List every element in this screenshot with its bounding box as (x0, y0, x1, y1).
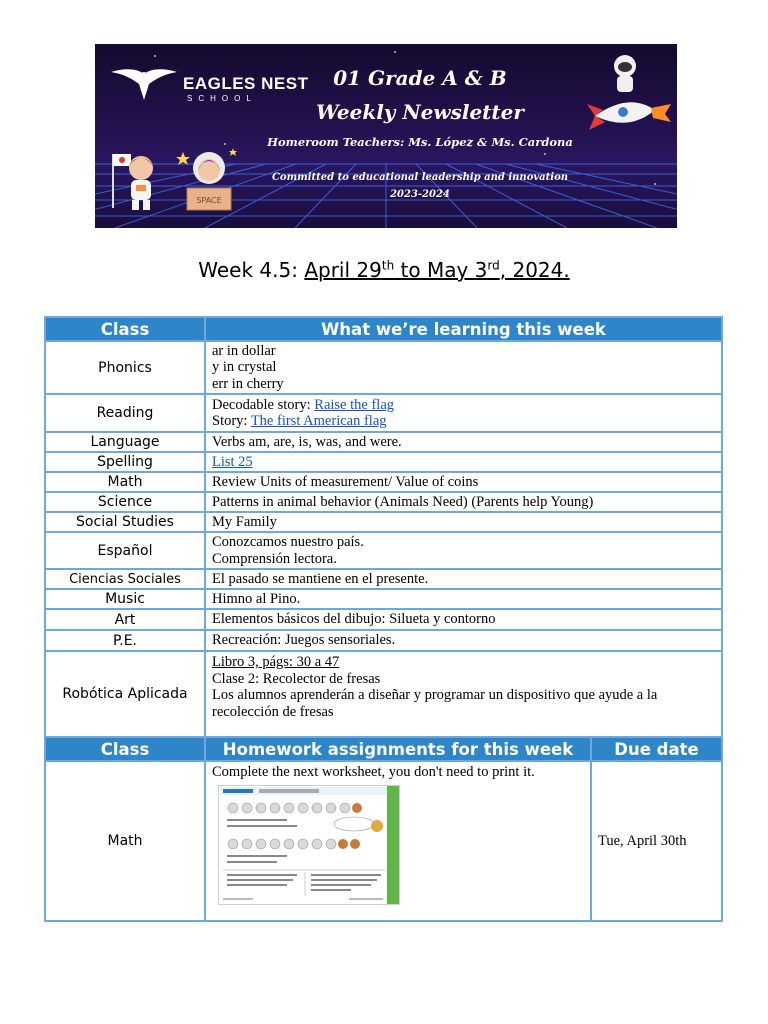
year-text: , 2024. (499, 258, 570, 282)
description-text: Decodable story: (212, 396, 315, 413)
subject-description (205, 532, 722, 569)
subject-name: Español (45, 532, 205, 569)
table-row (45, 472, 722, 492)
table-header-row (45, 737, 722, 761)
homework-text: Complete the next worksheet, you don't need to print it. (212, 764, 535, 780)
table-row (45, 609, 722, 630)
homeroom-teachers: Homeroom Teachers: Ms. López & Ms. Cardona (267, 135, 573, 149)
subject-name: Art (45, 609, 205, 630)
subject-name: Social Studies (45, 512, 205, 532)
week-heading (0, 258, 768, 282)
subject-name: Spelling (45, 452, 205, 472)
subject-description: Patterns in animal behavior (Animals Need) (Parents help Young) (205, 492, 722, 512)
table-row (45, 589, 722, 609)
table-row (45, 341, 722, 394)
school-motto: Committed to educational leadership and innovation (271, 172, 569, 183)
header-homework: Homework assignments for this week (205, 737, 591, 761)
school-name: EAGLES NEST (183, 74, 309, 93)
start-date-suffix: th (381, 258, 395, 273)
table-row (45, 651, 722, 737)
header-learning: What we’re learning this week (205, 317, 722, 341)
due-date: Tue, April 30th (591, 761, 722, 921)
subject-description: Verbs am, are, is, was, and were. (205, 432, 722, 452)
box-label: SPACE (196, 196, 222, 205)
newsletter-title: Weekly Newsletter (316, 100, 524, 124)
description-line: Clase 2: Recolector de fresas (212, 670, 381, 687)
subject-name: P.E. (45, 630, 205, 651)
description-line: Conozcamos nuestro país. (212, 534, 364, 550)
rocket-astronaut-illustration (585, 52, 673, 144)
subject-name: Phonics (45, 341, 205, 394)
school-year: 2023-2024 (390, 189, 450, 200)
subject-description (205, 452, 722, 472)
table-row (45, 452, 722, 472)
description-line: err in cherry (212, 375, 284, 392)
homework-description (205, 761, 591, 921)
subject-description (205, 341, 722, 394)
newsletter-grade-title: 01 Grade A & B (333, 66, 507, 90)
subject-description: El pasado se mantiene en el presente. (205, 569, 722, 589)
astronaut-girl-illustration (173, 142, 245, 214)
table-header-row (45, 317, 722, 341)
subject-name: Reading (45, 394, 205, 432)
header-class: Class (45, 317, 205, 341)
spelling-list-link[interactable]: List 25 (212, 453, 253, 470)
table-row (45, 512, 722, 532)
coin-worksheet-image (219, 786, 399, 904)
subject-name: Ciencias Sociales (45, 569, 205, 589)
subject-description: Recreación: Juegos sensoriales. (205, 630, 722, 651)
table-row (45, 630, 722, 651)
description-line: Libro 3, págs: 30 a 47 (212, 654, 340, 670)
table-row (45, 761, 722, 921)
subject-description (205, 651, 722, 737)
newsletter-banner (95, 44, 677, 228)
subject-name: Math (45, 472, 205, 492)
subject-name: Science (45, 492, 205, 512)
table-row (45, 394, 722, 432)
worksheet-thumbnail[interactable] (218, 785, 400, 905)
end-date-suffix: rd (487, 258, 500, 273)
subject-name: Language (45, 432, 205, 452)
table-row (45, 432, 722, 452)
subject-description: Himno al Pino. (205, 589, 722, 609)
description-line: ar in dollar (212, 342, 276, 359)
astronaut-boy-illustration (105, 144, 165, 214)
week-label: Week 4.5: (198, 258, 305, 282)
week-dates (304, 258, 569, 282)
subject-name: Math (45, 761, 205, 921)
description-text: Story: (212, 413, 251, 429)
start-date: April 29 (304, 258, 382, 282)
table-row (45, 569, 722, 589)
school-subtitle: SCHOOL (187, 94, 257, 103)
header-due-date: Due date (591, 737, 722, 761)
subject-name: Robótica Aplicada (45, 651, 205, 737)
table-row (45, 492, 722, 512)
homework-table (44, 736, 723, 922)
subject-description: Review Units of measurement/ Value of coins (205, 472, 722, 492)
description-line: Los alumnos aprenderán a diseñar y programar un dispositivo que ayude a la recolección de fresas (212, 687, 658, 720)
table-row (45, 532, 722, 569)
subject-description: Elementos básicos del dibujo: Silueta y contorno (205, 609, 722, 630)
description-line: Comprensión lectora. (212, 550, 337, 567)
end-date: to May 3 (394, 258, 488, 282)
subject-description (205, 394, 722, 432)
story-link[interactable]: The first American flag (250, 413, 387, 429)
description-line: y in crystal (212, 359, 277, 376)
header-class: Class (45, 737, 205, 761)
subject-description: My Family (205, 512, 722, 532)
eagle-logo-icon (109, 66, 179, 102)
decodable-story-link[interactable]: Raise the flag (314, 396, 395, 413)
weekly-learning-table (44, 316, 723, 738)
subject-name: Music (45, 589, 205, 609)
